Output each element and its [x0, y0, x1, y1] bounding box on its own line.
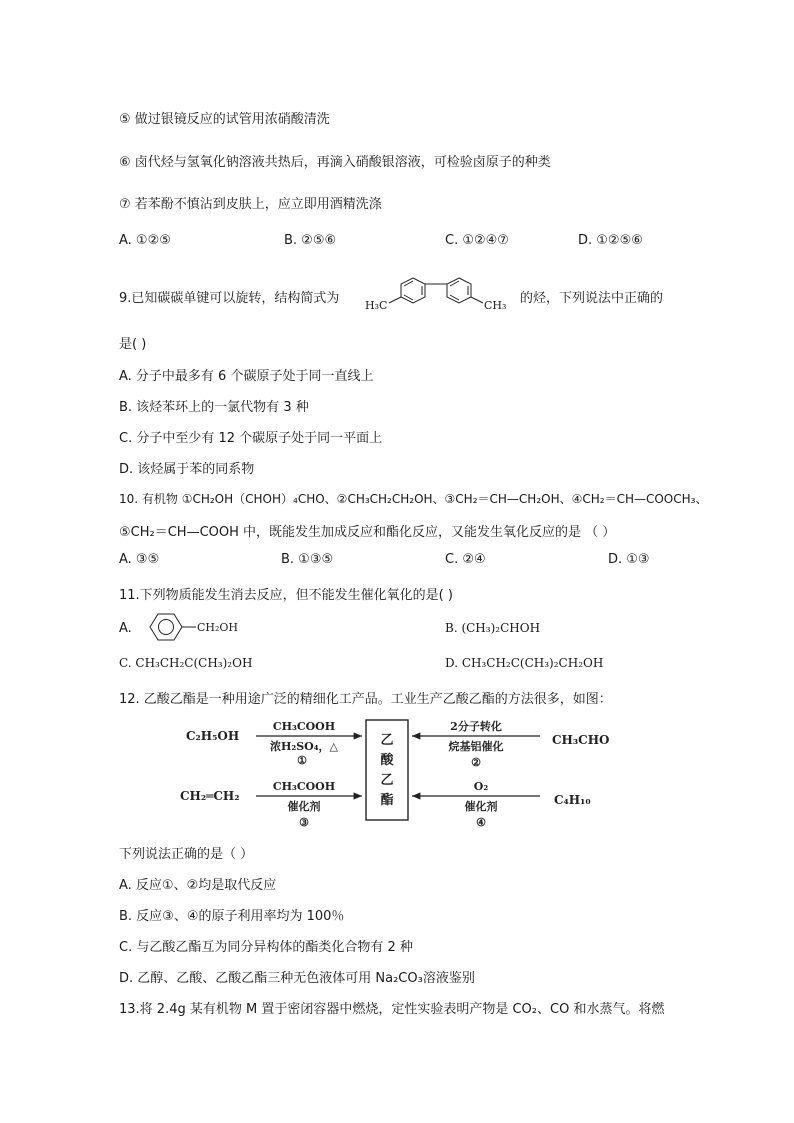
- q9-stem-part1: 9.已知碳碳单键可以旋转，结构简式为: [119, 291, 340, 306]
- q9-stem-part2: 的烃，下列说法中正确的: [520, 291, 664, 306]
- product-char-2: 酸: [380, 753, 394, 768]
- q8-option-d: D. ①②⑤⑥: [578, 233, 643, 248]
- q9-option-a: A. 分子中最多有 6 个碳原子处于同一直线上: [119, 369, 374, 384]
- structure-right-group: CH₃: [484, 299, 507, 312]
- q9-option-d: D. 该烃属于苯的同系物: [119, 462, 255, 477]
- reaction-3-top: CH₃COOH: [272, 780, 336, 793]
- q9-stem-part3: 是( ): [119, 337, 147, 352]
- reaction-2-top: 2分子转化: [450, 720, 502, 733]
- q11-stem: 11.下列物质能发生消去反应，但不能发生催化氧化的是( ): [119, 588, 453, 603]
- reactant-3: CH₂═CH₂: [180, 789, 240, 803]
- reactant-2: CH₃CHO: [552, 733, 610, 747]
- q12-option-d: D. 乙醇、乙酸、乙酸乙酯三种无色液体可用 Na₂CO₃溶液鉴别: [119, 971, 475, 986]
- reaction-1-number: ①: [297, 754, 307, 767]
- q10-option-d: D. ①③: [608, 552, 650, 567]
- statement-5: ⑤ 做过银镜反应的试管用浓硝酸清洗: [119, 112, 330, 127]
- reaction-2-bottom: 烷基铝催化: [448, 740, 504, 753]
- q9-option-c: C. 分子中至少有 12 个碳原子处于同一平面上: [119, 431, 383, 446]
- reaction-1-bottom: 浓H₂SO₄，△: [269, 740, 339, 753]
- structure-left-group: H₃C: [365, 299, 388, 312]
- product-char-1: 乙: [380, 733, 394, 748]
- q11-option-b: B. (CH₃)₂CHOH: [445, 621, 541, 635]
- reaction-4-number: ④: [476, 816, 486, 829]
- q8-option-a: A. ①②⑤: [119, 233, 171, 248]
- q10-option-c: C. ②④: [445, 552, 486, 567]
- q11-option-a-label: A.: [119, 621, 132, 636]
- q8-option-b: B. ②⑤⑥: [284, 233, 337, 248]
- reactant-4: C₄H₁₀: [554, 793, 591, 807]
- benzyl-alcohol-structure: [140, 609, 250, 645]
- ethyl-acetate-synthesis-diagram: [176, 712, 626, 832]
- q10-line2: ⑤CH₂＝CH—COOH 中，既能发生加成反应和酯化反应，又能发生氧化反应的是 （ ）: [119, 525, 616, 540]
- q12-option-b: B. 反应③、④的原子利用率均为 100％: [119, 909, 345, 924]
- statement-7: ⑦ 若苯酚不慎沾到皮肤上，应立即用酒精洗涤: [119, 197, 382, 212]
- q12-option-c: C. 与乙酸乙酯互为同分异构体的酯类化合物有 2 种: [119, 940, 413, 955]
- q12-prompt: 下列说法正确的是（ ）: [119, 847, 254, 862]
- reaction-1-top: CH₃COOH: [272, 720, 336, 733]
- reaction-4-top: O₂: [473, 780, 489, 793]
- q11-option-d: D. CH₃CH₂C(CH₃)₂CH₂OH: [445, 656, 604, 670]
- q11-option-c: C. CH₃CH₂C(CH₃)₂OH: [119, 656, 253, 670]
- reaction-4-bottom: 催化剂: [464, 800, 498, 813]
- q12-stem: 12. 乙酸乙酯是一种用途广泛的精细化工产品。工业生产乙酸乙酯的方法很多，如图：: [119, 692, 612, 707]
- q8-option-c: C. ①②④⑦: [445, 233, 509, 248]
- reaction-3-bottom: 催化剂: [287, 800, 321, 813]
- q12-option-a: A. 反应①、②均是取代反应: [119, 878, 277, 893]
- product-char-3: 乙: [380, 773, 394, 788]
- q10-line1: 10. 有机物 ①CH₂OH（CHOH）₄CHO、②CH₃CH₂CH₂OH、③CH₂＝CH—CH₂OH、④CH₂＝CH—COOCH₃、: [119, 492, 708, 506]
- q9-option-b: B. 该烃苯环上的一氯代物有 3 种: [119, 400, 309, 415]
- product-char-4: 酯: [380, 793, 394, 808]
- q10-option-b: B. ①③⑤: [281, 552, 334, 567]
- reaction-3-number: ③: [299, 816, 309, 829]
- q10-option-a: A. ③⑤: [119, 552, 160, 567]
- dimethylbiphenyl-structure: [363, 266, 518, 316]
- reaction-2-number: ②: [471, 756, 481, 769]
- statement-6: ⑥ 卤代烃与氢氧化钠溶液共热后，再滴入硝酸银溶液，可检验卤原子的种类: [119, 155, 551, 170]
- reactant-1: C₂H₅OH: [186, 729, 240, 743]
- q13-stem: 13.将 2.4g 某有机物 M 置于密闭容器中燃烧，定性实验表明产物是 CO₂、CO 和水蒸气。将燃: [119, 1002, 665, 1017]
- benzyl-group-label: CH₂OH: [197, 621, 239, 634]
